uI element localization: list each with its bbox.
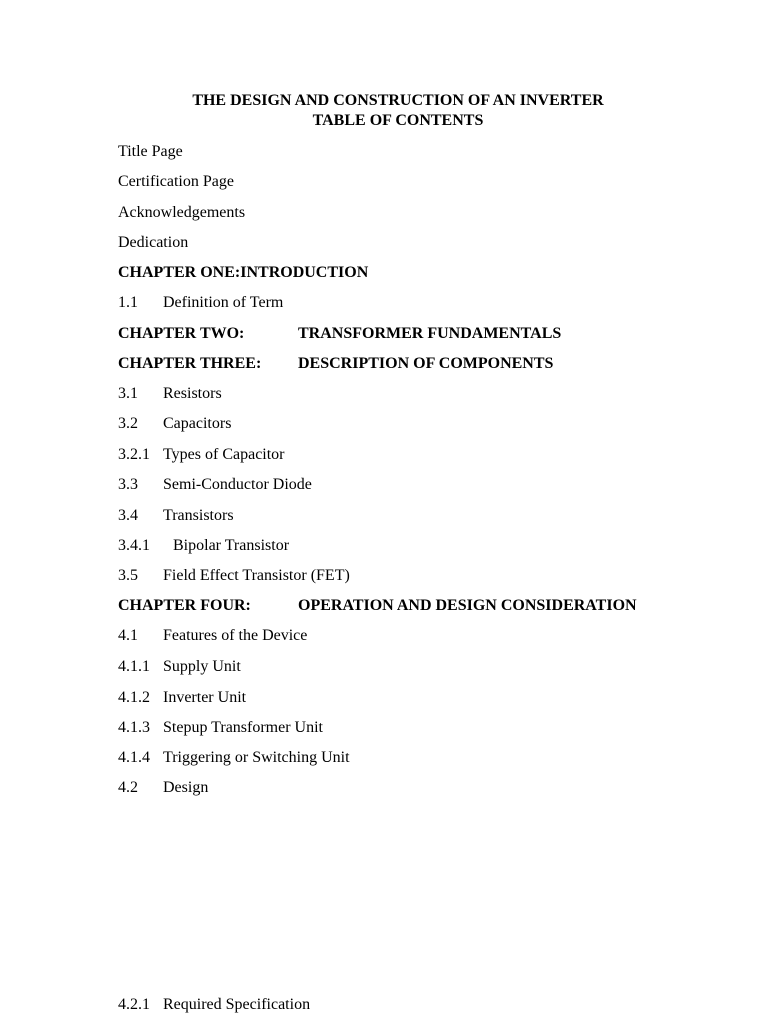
- section-number: 4.2.1: [118, 996, 150, 1013]
- toc-chapter-one: [118, 263, 368, 283]
- section-title: Inverter Unit: [163, 689, 247, 706]
- chapter-title: INTRODUCTION: [240, 264, 369, 281]
- chapter-label: CHAPTER FOUR:: [118, 597, 251, 614]
- toc-chapter-three: [118, 354, 553, 374]
- section-title: Required Specification: [163, 996, 311, 1013]
- section-title: Bipolar Transistor: [173, 537, 290, 554]
- chapter-label: CHAPTER TWO:: [118, 325, 245, 342]
- section-number: 4.2: [118, 779, 138, 796]
- toc-entry-3-1: [118, 384, 222, 404]
- section-number: 3.1: [118, 385, 138, 402]
- chapter-label: CHAPTER ONE:: [118, 264, 241, 281]
- section-number: 1.1: [118, 294, 138, 311]
- section-title: Types of Capacitor: [163, 446, 285, 463]
- toc-entry-3-5: [118, 566, 350, 586]
- toc-entry-4-1-2: [118, 688, 246, 708]
- toc-heading: TABLE OF CONTENTS: [312, 112, 484, 129]
- toc-entry-4-1-1: [118, 657, 241, 677]
- chapter-title: TRANSFORMER FUNDAMENTALS: [298, 325, 562, 342]
- section-title: Semi-Conductor Diode: [163, 476, 312, 493]
- toc-chapter-two: [118, 324, 561, 344]
- section-number: 3.4: [118, 507, 138, 524]
- chapter-title: DESCRIPTION OF COMPONENTS: [298, 355, 554, 372]
- section-number: 3.5: [118, 567, 138, 584]
- section-number: 4.1.1: [118, 658, 150, 675]
- toc-chapter-four: [118, 596, 637, 616]
- toc-entry-4-2-1: [118, 995, 310, 1015]
- toc-entry-text: Acknowledgements: [118, 204, 246, 221]
- toc-entry-3-2-1: [118, 445, 285, 465]
- section-number: 4.1.3: [118, 719, 150, 736]
- toc-entry-4-1-3: [118, 718, 323, 738]
- toc-entry-dedication: [118, 233, 188, 253]
- toc-entry-4-1: [118, 626, 307, 646]
- section-number: 3.2.1: [118, 446, 150, 463]
- toc-entry-text: Certification Page: [118, 173, 234, 190]
- toc-entry-acknowledgements: [118, 203, 245, 223]
- chapter-title: OPERATION AND DESIGN CONSIDERATION: [298, 597, 637, 614]
- section-title: Definition of Term: [163, 294, 284, 311]
- toc-entry-4-1-4: [118, 748, 350, 768]
- chapter-label: CHAPTER THREE:: [118, 355, 262, 372]
- section-title: Features of the Device: [163, 627, 308, 644]
- toc-entry-1-1: [118, 293, 283, 313]
- section-title: Resistors: [163, 385, 222, 402]
- toc-entry-4-2: [118, 778, 208, 798]
- title-block: [0, 91, 768, 131]
- section-number: 4.1: [118, 627, 138, 644]
- toc-entry-certification-page: [118, 172, 234, 192]
- toc-entry-text: Title Page: [118, 143, 183, 160]
- document-title: THE DESIGN AND CONSTRUCTION OF AN INVERTER: [192, 92, 604, 109]
- section-title: Transistors: [163, 507, 234, 524]
- toc-entry-3-3: [118, 475, 312, 495]
- section-title: Design: [163, 779, 209, 796]
- toc-entry-3-4-1: [118, 536, 289, 556]
- toc-entry-3-2: [118, 414, 231, 434]
- section-number: 4.1.4: [118, 749, 150, 766]
- toc-entry-3-4: [118, 506, 234, 526]
- section-number: 3.4.1: [118, 537, 150, 554]
- toc-entry-title-page: [118, 142, 183, 162]
- section-title: Stepup Transformer Unit: [163, 719, 323, 736]
- section-title: Field Effect Transistor (FET): [163, 567, 350, 584]
- section-number: 3.3: [118, 476, 138, 493]
- section-number: 3.2: [118, 415, 138, 432]
- section-title: Triggering or Switching Unit: [163, 749, 350, 766]
- section-title: Capacitors: [163, 415, 232, 432]
- section-title: Supply Unit: [163, 658, 241, 675]
- toc-entry-text: Dedication: [118, 234, 189, 251]
- section-number: 4.1.2: [118, 689, 150, 706]
